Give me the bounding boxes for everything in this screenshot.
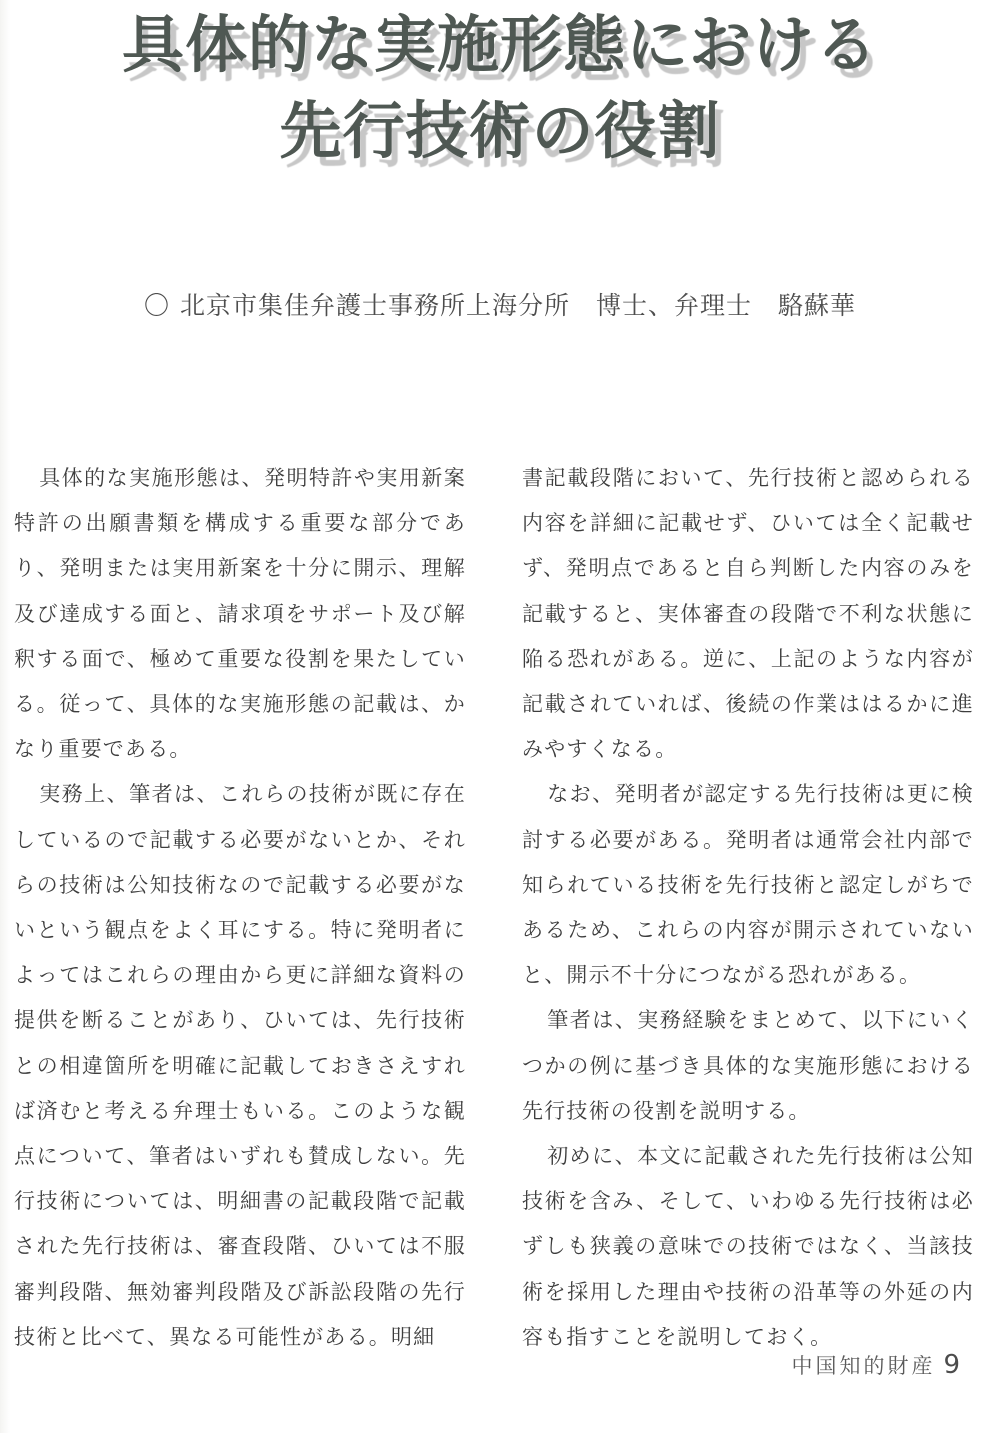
body-paragraph: 書記載段階において、先行技術と認められる内容を詳細に記載せず、ひいては全く記載せず、発明点であると自ら判断した内容のみを記載すると、実体審査の段階で不利な状態に陥る恐れがある。逆に、上記のような内容が記載されていれば、後続の作業ははるかに進みやすくなる。 bbox=[522, 466, 974, 762]
article-title bbox=[0, 2, 1000, 174]
body-paragraph: なお、発明者が認定する先行技術は更に検討する必要がある。発明者は通常会社内部で知られている技術を先行技術と認定しがちであるため、これらの内容が開示されていないと、開示不十分につながる恐れがある。 bbox=[522, 782, 974, 988]
body-paragraph: 筆者は、実務経験をまとめて、以下にいくつかの例に基づき具体的な実施形態における先行技術の役割を説明する。 bbox=[522, 1008, 974, 1123]
page-number: 9 bbox=[943, 1350, 960, 1380]
body-paragraph: 具体的な実施形態は、発明特許や実用新案特許の出願書類を構成する重要な部分であり、発明または実用新案を十分に開示、理解及び達成する面と、請求項をサポート及び解釈する面で、極めて重要な役割を果たしている。従って、具体的な実施形態の記載は、かなり重要である。 bbox=[14, 466, 466, 762]
journal-name: 中国知的財産 bbox=[791, 1354, 936, 1378]
page-footer bbox=[791, 1350, 960, 1380]
byline-text: 北京市集佳弁護士事務所上海分所 博士、弁理士 駱蘇華 bbox=[180, 291, 857, 320]
body-paragraph: 初めに、本文に記載された先行技術は公知技術を含み、そして、いわゆる先行技術は必ずしも狭義の意味での技術ではなく、当該技術を採用した理由や技術の沿革等の外延の内容も指すことを説明しておく。 bbox=[522, 1144, 974, 1349]
body-column-right bbox=[522, 456, 974, 1360]
author-byline bbox=[0, 286, 1000, 322]
body-column-left bbox=[14, 456, 466, 1360]
byline-circle-marker: 〇 bbox=[143, 291, 170, 320]
article-title-line2: 先行技術の役割 bbox=[279, 94, 721, 167]
body-paragraph: 実務上、筆者は、これらの技術が既に存在しているので記載する必要がないとか、それらの技術は公知技術なので記載する必要がないという観点をよく耳にする。特に発明者によってはこれらの理由から更に詳細な資料の提供を断ることがあり、ひいては、先行技術との相違箇所を明確に記載しておきさえすれば済むと考える弁理士もいる。このような観点について、筆者はいずれも賛成しない。先行技術については、明細書の記載段階で記載された先行技術は、審査段階、ひいては不服審判段階、無効審判段階及び訴訟段階の先行技術と比べて、異なる可能性がある。明細 bbox=[14, 782, 466, 1349]
article-title-line1: 具体的な実施形態における bbox=[121, 8, 878, 81]
